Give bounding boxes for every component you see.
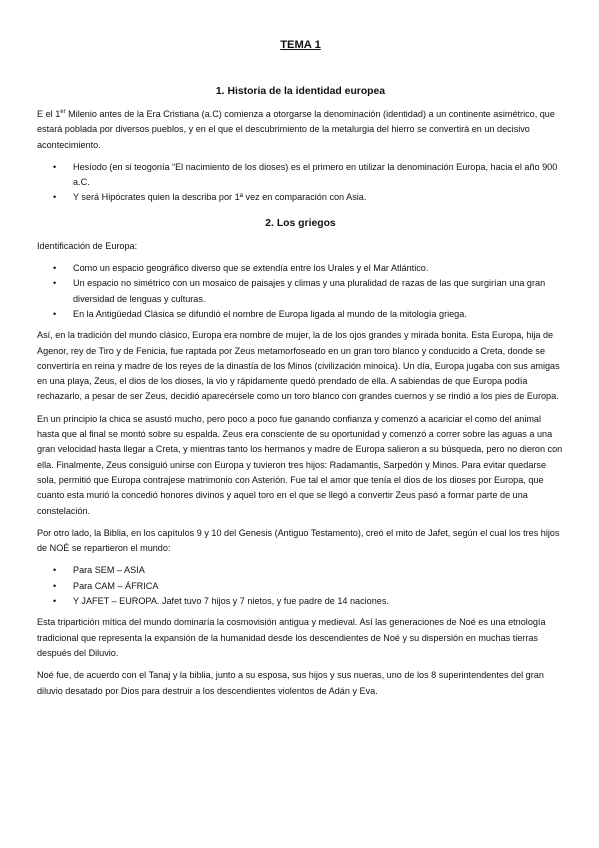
bullet-icon: •	[53, 263, 57, 274]
list-item	[37, 579, 564, 594]
list-item	[37, 261, 564, 276]
section-2-lead: Identificación de Europa:	[37, 240, 138, 251]
paragraph-tripartition: Esta tripartición mítica del mundo dominaría la cosmovisión antigua y medieval. Así las generaciones de Noé es una etnología tradicional que representa la expansión de la humanidad desde los descendientes de Noé y su dispersión en muchas tierras después del Diluvio.	[37, 617, 546, 658]
section-2-bullet-list	[37, 261, 564, 322]
paragraph-europa-myth: Así, en la tradición del mundo clásico, Europa era nombre de mujer, la de los ojos grandes y mirada bonita. Esta Europa, hija de Agenor, rey de Tiro y de Fenicia, fue raptada por Zeus metamorfoseado en un gran toro blanco y conducido a Creta, donde se convertiría en reina y madre de los reyes de la dinastía de los Minos (civilización minoica). Un día, Europa jugaba con sus amigas en una playa, Zeus, el dios de los dioses, la vio y rápidamente quedó prendado de ella. A sabiendas de que Europa podía rechazarlo, a pesar de ser Zeus, decidió aparecérsele como un toro blanco con grandes cuernos y se rindió a los pies de Europa.	[37, 330, 560, 402]
section-1-bullet-list	[37, 160, 564, 206]
section-2-heading: 2. Los griegos	[265, 217, 336, 229]
document-title: TEMA 1	[280, 39, 321, 51]
section-1-heading: 1. Historia de la identidad europea	[215, 86, 386, 97]
list-item	[37, 307, 564, 322]
intro-superscript: er	[60, 108, 66, 115]
bullet-icon: •	[53, 161, 57, 172]
list-item-text: Y será Hipócrates quien la describa por 1ª vez en comparación con Asia.	[73, 192, 367, 203]
bullet-icon: •	[53, 192, 57, 203]
intro-text-rest: Milenio antes de la Era Cristiana (a.C) comienza a otorgarse la denominación (identidad) a un continente asimétrico, que estará poblada por diversos pueblos, y en el que el descubrimiento de la metalurgia del hierro se convertirá en un decisivo acontecimiento.	[37, 109, 555, 150]
bullet-icon: •	[53, 565, 57, 576]
section-1-intro	[37, 107, 564, 153]
noe-sons-bullet-list	[37, 563, 564, 609]
bullet-icon: •	[53, 308, 57, 319]
bullet-icon: •	[53, 278, 57, 289]
list-item-text: Como un espacio geográfico diverso que se extendía entre los Urales y el Mar Atlántico.	[73, 263, 429, 274]
intro-text-start: E el 1	[37, 109, 61, 119]
paragraph-bible-jafet: Por otro lado, la Biblia, en los capítulos 9 y 10 del Genesis (Antiguo Testamento), creó el mito de Jafet, según el cual los tres hijos de NOÉ se repartieron el mundo:	[37, 527, 560, 554]
bullet-icon: •	[53, 580, 57, 591]
list-item-text: Hesíodo (en si teogonía “El nacimiento de los dioses) es el primero en utilizar la denominación Europa, hacia el año 900 a.C.	[73, 161, 558, 188]
list-item	[37, 594, 564, 609]
paragraph-noe: Noé fue, de acuerdo con el Tanaj y la biblia, junto a su esposa, sus hijos y sus nueras, uno de los 8 superintendentes del gran diluvio desatado por Dios para destruir a los descendientes violentos de Adán y Eva.	[37, 670, 544, 696]
list-item	[37, 563, 564, 578]
list-item-text: Para SEM – ASIA	[73, 565, 145, 576]
list-item-text: Para CAM – ÁFRICA	[73, 580, 159, 591]
document-body	[37, 37, 564, 706]
list-item	[37, 190, 564, 205]
bullet-icon: •	[53, 596, 57, 607]
list-item-text: En la Antigüedad Clásica se difundió el nombre de Europa ligada al mundo de la mitología griega.	[73, 308, 467, 319]
list-item	[37, 276, 564, 307]
list-item-text: Un espacio no simétrico con un mosaico de paisajes y climas y una pluralidad de razas de las que surgirían una gran diversidad de lenguas y culturas.	[73, 278, 546, 304]
list-item-text: Y JAFET – EUROPA. Jafet tuvo 7 hijos y 7 nietos, y fue padre de 14 naciones.	[73, 596, 389, 607]
list-item	[37, 160, 564, 191]
paragraph-zeus-story: En un principio la chica se asustó mucho, pero poco a poco fue ganando confianza y comenzó a acariciar el como del animal hasta que al final se montó sobre su espalda. Zeus era consciente de su oportunidad y comenzó a correr sobre las aguas a una gran velocidad hasta llegar a Creta, y mientras tanto los hermanos y madre de Europa salieron a su búsqueda, pero no dieron con ella. Finalmente, Zeus consiguió unirse con Europa y tuvieron tres hijos: Radamantis, Sarpedón y Minos. Para evitar quedarse sola, permitió que Europa contrajese matrimonio con Asterión. Fue tal el amor que tenía el dios de los dioses por Europa, que cuanto esta murió la concedió honores divinos y aquel toro en el que se llegó a convertir Zeus pasó a formar parte de una constelación.	[37, 413, 563, 516]
